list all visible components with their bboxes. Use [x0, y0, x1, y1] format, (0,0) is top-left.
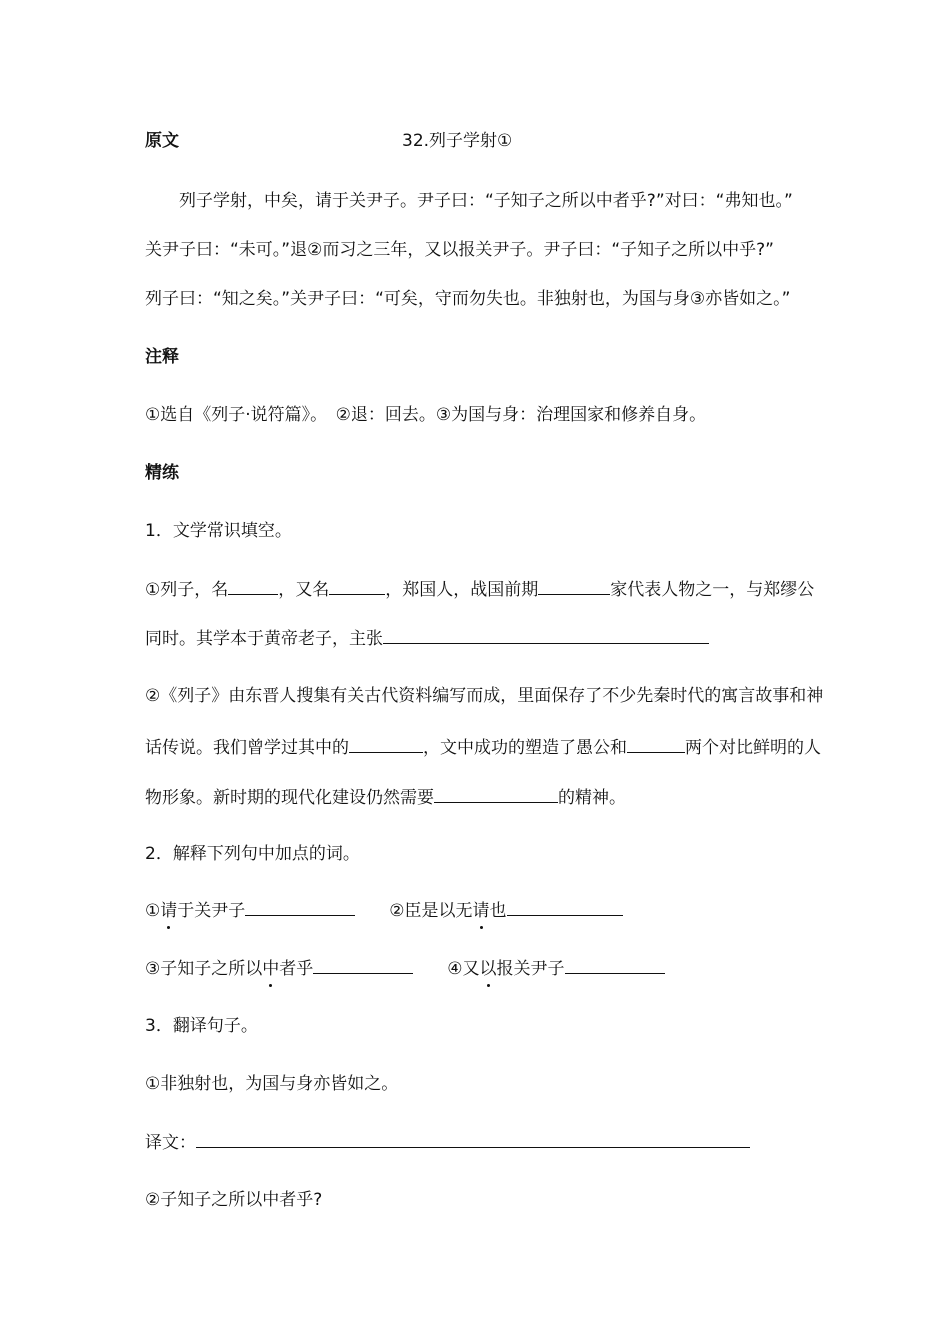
question-3-sentence-2: ②子知子之所以中者乎? — [145, 1190, 323, 1210]
question-2-title: 2．解释下列句中加点的词。 — [145, 844, 360, 864]
page-title: 32.列子学射① — [402, 131, 513, 151]
original-text-line-3: 列子曰：“知之矣。”关尹子曰：“可矣，守而勿失也。非独射也，为国与身③亦皆如之。” — [145, 289, 791, 309]
question-1-part-2-line-1: ②《列子》由东晋人搜集有关古代资料编写而成，里面保存了不少先秦时代的寓言故事和神 — [145, 686, 824, 706]
question-3-translation-row — [145, 1129, 750, 1155]
text-segment: ，又名 — [278, 580, 330, 600]
question-3-sentence-1: ①非独射也，为国与身亦皆如之。 — [145, 1074, 399, 1094]
text-segment: ① — [145, 901, 161, 921]
question-1-part-2-line-3 — [145, 784, 626, 810]
text-segment: 家代表人物之一，与郑缪公 — [610, 580, 815, 600]
text-segment: ②臣是以无 — [389, 901, 473, 921]
answer-blank[interactable] — [565, 955, 665, 974]
question-2-row-1 — [145, 897, 623, 923]
answer-blank[interactable] — [313, 955, 413, 974]
question-1-part-1-line-2 — [145, 625, 709, 651]
dotted-character: 请 — [160, 901, 178, 921]
dotted-character: 请 — [472, 901, 490, 921]
text-segment: 物形象。新时期的现代化建设仍然需要 — [145, 788, 434, 808]
question-1-part-2-line-2 — [145, 734, 821, 760]
text-segment: 于关尹子 — [177, 901, 246, 921]
text-segment: ①列子，名 — [145, 580, 229, 600]
translation-blank[interactable] — [196, 1129, 750, 1148]
text-segment: 的精神。 — [558, 788, 626, 808]
question-2-row-2 — [145, 955, 665, 981]
text-segment: 报关尹子 — [496, 959, 565, 979]
text-segment: ④又 — [447, 959, 480, 979]
section-heading-practice: 精练 — [145, 463, 179, 483]
fill-blank[interactable] — [627, 734, 685, 753]
question-1-part-1-line-1 — [145, 576, 814, 602]
fill-blank[interactable] — [434, 784, 558, 803]
section-heading-notes: 注释 — [145, 347, 179, 367]
dotted-character: 中 — [262, 959, 280, 979]
fill-blank[interactable] — [383, 625, 709, 644]
text-segment: 者乎 — [279, 959, 314, 979]
text-segment: 两个对比鲜明的人 — [685, 738, 821, 758]
notes-text: ①选自《列子·说符篇》。 ②退：回去。③为国与身：治理国家和修养自身。 — [145, 405, 707, 425]
text-segment: 同时。其学本于黄帝老子，主张 — [145, 629, 383, 649]
fill-blank[interactable] — [329, 576, 385, 595]
text-segment: 话传说。我们曾学过其中的 — [145, 738, 349, 758]
fill-blank[interactable] — [228, 576, 278, 595]
original-text-line-1: 列子学射，中矣，请于关尹子。尹子曰：“子知子之所以中者乎?”对曰：“弗知也。” — [179, 191, 793, 211]
question-3-title: 3．翻译句子。 — [145, 1016, 258, 1036]
section-heading-original: 原文 — [145, 131, 179, 151]
dotted-character: 以 — [479, 959, 497, 979]
text-segment: ，郑国人，战国前期 — [385, 580, 539, 600]
text-segment: 也 — [489, 901, 507, 921]
translation-label: 译文： — [145, 1133, 196, 1153]
fill-blank[interactable] — [349, 734, 423, 753]
fill-blank[interactable] — [538, 576, 610, 595]
answer-blank[interactable] — [507, 897, 623, 916]
original-text-line-2: 关尹子曰：“未可。”退②而习之三年，又以报关尹子。尹子曰：“子知子之所以中乎?” — [145, 240, 774, 260]
question-1-title: 1．文学常识填空。 — [145, 521, 292, 541]
text-segment: ③子知子之所以 — [145, 959, 263, 979]
text-segment: ，文中成功的塑造了愚公和 — [423, 738, 627, 758]
answer-blank[interactable] — [245, 897, 355, 916]
